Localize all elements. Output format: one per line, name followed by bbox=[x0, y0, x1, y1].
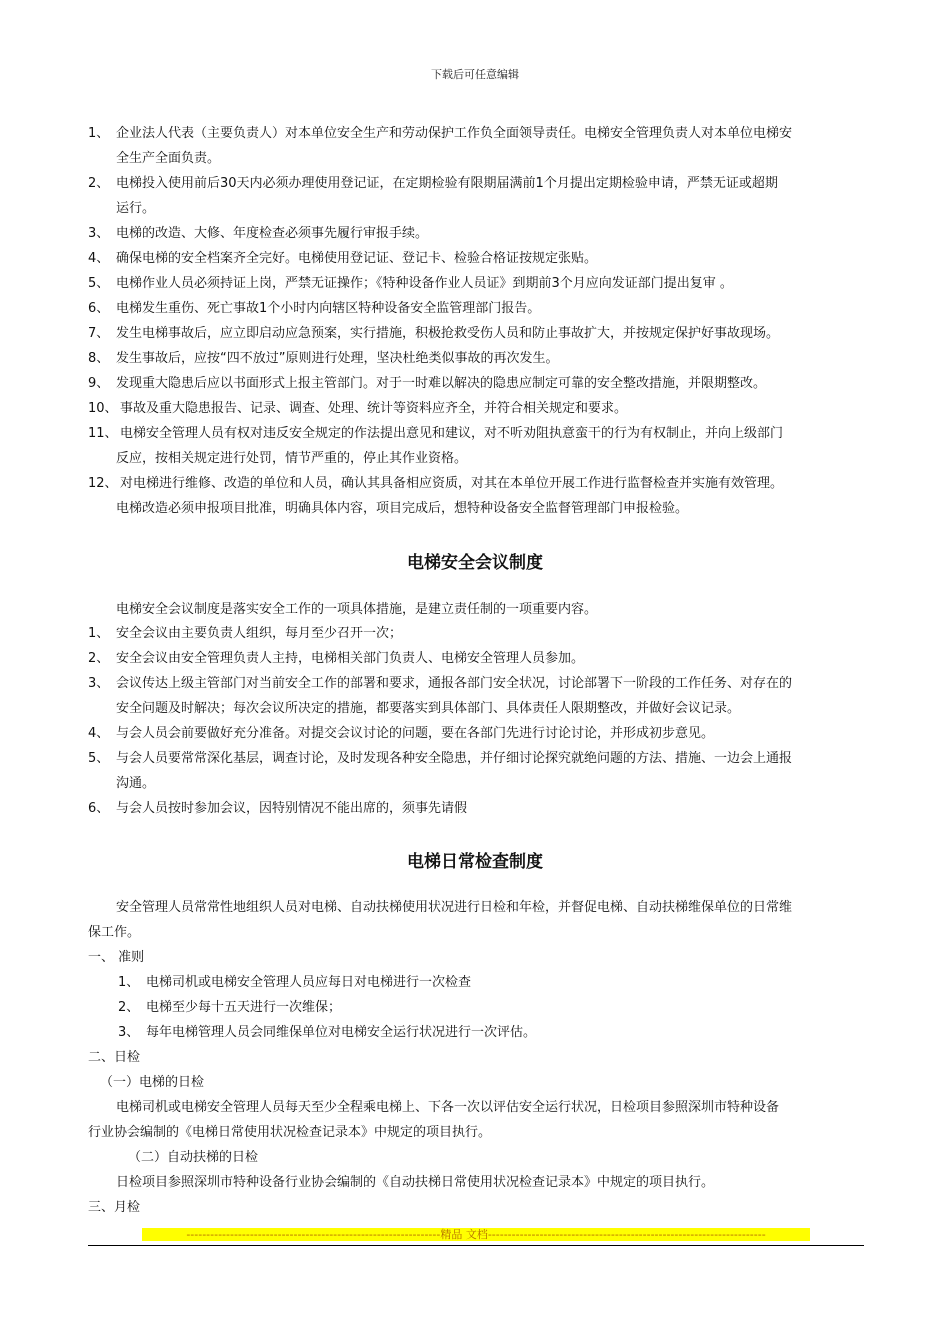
item-text-cont: 反应，按相关规定进行处罚，情节严重的，停止其作业资格。 bbox=[116, 451, 468, 466]
item-number: 1、 bbox=[88, 626, 110, 641]
footer-divider bbox=[88, 1245, 864, 1246]
item-text-cont: 全生产全面负责。 bbox=[116, 151, 221, 166]
item-number: 6、 bbox=[88, 801, 110, 816]
sub2-paragraph: 日检项目参照深圳市特种设备行业协会编制的《自动扶梯日常使用状况检查记录本》中规定的项目执行。 bbox=[116, 1175, 715, 1190]
item-text: 对电梯进行维修、改造的单位和人员，确认其具备相应资质，对其在本单位开展工作进行监督检查并实施有效管理。 bbox=[120, 476, 784, 491]
item-number: 2、 bbox=[118, 1000, 140, 1015]
item-text: 电梯安全管理人员有权对违反安全规定的作法提出意见和建议，对不听劝阻执意蛮干的行为有权制止，并向上级部门 bbox=[120, 426, 784, 441]
list-item bbox=[88, 721, 868, 746]
list-item bbox=[88, 646, 868, 671]
item-text: 电梯的改造、大修、年度检查必须事先履行审报手续。 bbox=[116, 226, 429, 241]
list-item bbox=[88, 221, 868, 246]
sub1-heading: （一）电梯的日检 bbox=[100, 1075, 205, 1090]
item-number: 1、 bbox=[88, 126, 110, 141]
item-text: 与会人员要常常深化基层，调查讨论，及时发现各种安全隐患，并仔细讨论探究就绝问题的方法、措施、一边会上通报 bbox=[116, 751, 793, 766]
item-number: 2、 bbox=[88, 651, 110, 666]
item-number: 7、 bbox=[88, 326, 110, 341]
section3-intro bbox=[88, 895, 868, 945]
item-number: 9、 bbox=[88, 376, 110, 391]
item-text: 发现重大隐患后应以书面形式上报主管部门。对于一时难以解决的隐患应制定可靠的安全整改措施，并限期整改。 bbox=[116, 376, 767, 391]
list-item bbox=[88, 296, 868, 321]
item-text: 电梯作业人员必须持证上岗，严禁无证操作；《特种设备作业人员证》到期前3个月应向发证部门提出复审 。 bbox=[116, 276, 733, 291]
item-number: 3、 bbox=[118, 1025, 140, 1040]
item-text: 与会人员按时参加会议，因特别情况不能出席的，须事先请假 bbox=[116, 801, 468, 816]
sub2-heading: （二）自动扶梯的日检 bbox=[128, 1150, 259, 1165]
part2-heading: 二、日检 bbox=[88, 1050, 141, 1065]
sub1-line: 电梯司机或电梯安全管理人员每天至少全程乘电梯上、下各一次以评估安全运行状况，日检项目参照深圳市特种设备 bbox=[116, 1100, 780, 1115]
item-text: 安全会议由安全管理负责人主持，电梯相关部门负责人、电梯安全管理人员参加。 bbox=[116, 651, 585, 666]
section3-intro-line: 安全管理人员常常性地组织人员对电梯、自动扶梯使用状况进行日检和年检，并督促电梯、自动扶梯维保单位的日常维 bbox=[116, 900, 793, 915]
sub1-paragraph bbox=[88, 1095, 868, 1145]
item-number: 4、 bbox=[88, 251, 110, 266]
section1-list bbox=[88, 121, 868, 521]
list-item bbox=[88, 671, 868, 721]
part1-heading: 一、 准则 bbox=[88, 950, 145, 965]
item-number: 8、 bbox=[88, 351, 110, 366]
item-text: 每年电梯管理人员会同维保单位对电梯安全运行状况进行一次评估。 bbox=[146, 1025, 537, 1040]
list-item bbox=[88, 271, 868, 296]
list-item bbox=[88, 796, 868, 821]
item-number: 1、 bbox=[118, 975, 140, 990]
section2-list bbox=[88, 621, 868, 821]
item-text: 事故及重大隐患报告、记录、调查、处理、统计等资料应齐全，并符合相关规定和要求。 bbox=[120, 401, 628, 416]
list-item bbox=[118, 995, 858, 1020]
item-text: 电梯至少每十五天进行一次维保； bbox=[146, 1000, 342, 1015]
list-item bbox=[88, 346, 868, 371]
section2-title: 电梯安全会议制度 bbox=[407, 553, 543, 573]
item-text: 确保电梯的安全档案齐全完好。电梯使用登记证、登记卡、检验合格证按规定张贴。 bbox=[116, 251, 598, 266]
item-number: 3、 bbox=[88, 226, 110, 241]
footer-highlight-bar: ----------------------------------------------------------------精品 文档---------------------------------------------------------------------- bbox=[142, 1228, 810, 1241]
item-number: 11、 bbox=[88, 426, 118, 441]
list-item bbox=[88, 121, 868, 171]
list-item bbox=[88, 321, 868, 346]
list-item bbox=[88, 171, 868, 221]
part3-heading: 三、月检 bbox=[88, 1200, 141, 1215]
item-text: 电梯投入使用前后30天内必须办理使用登记证，在定期检验有限期届满前1个月提出定期检验申请，严禁无证或超期 bbox=[116, 176, 778, 191]
sub1-line: 行业协会编制的《电梯日常使用状况检查记录本》中规定的项目执行。 bbox=[88, 1125, 492, 1140]
item-number: 5、 bbox=[88, 276, 110, 291]
item-text: 电梯发生重伤、死亡事故1个小时内向辖区特种设备安全监管理部门报告。 bbox=[116, 301, 541, 316]
item-text: 企业法人代表（主要负责人）对本单位安全生产和劳动保护工作负全面领导责任。电梯安全管理负责人对本单位电梯安 bbox=[116, 126, 793, 141]
header-note: 下载后可任意编辑 bbox=[431, 68, 519, 81]
list-item bbox=[88, 371, 868, 396]
section3-intro-line: 保工作。 bbox=[88, 925, 141, 940]
list-item bbox=[88, 746, 868, 796]
item-text: 安全会议由主要负责人组织，每月至少召开一次； bbox=[116, 626, 403, 641]
list-item bbox=[118, 1020, 858, 1045]
list-item bbox=[118, 970, 858, 995]
list-item bbox=[88, 471, 868, 521]
item-number: 4、 bbox=[88, 726, 110, 741]
list-item bbox=[88, 396, 868, 421]
item-text-cont: 安全问题及时解决；每次会议所决定的措施，都要落实到具体部门、具体责任人限期整改，并做好会议记录。 bbox=[116, 701, 741, 716]
item-text-cont: 电梯改造必须申报项目批准，明确具体内容，项目完成后，想特种设备安全监督管理部门申报检验。 bbox=[116, 501, 689, 516]
section3-title: 电梯日常检查制度 bbox=[407, 852, 543, 872]
part1-list bbox=[118, 970, 858, 1045]
item-text: 发生事故后，应按“四不放过”原则进行处理，坚决杜绝类似事故的再次发生。 bbox=[116, 351, 559, 366]
item-number: 12、 bbox=[88, 476, 118, 491]
item-number: 6、 bbox=[88, 301, 110, 316]
list-item bbox=[88, 246, 868, 271]
section2-intro: 电梯安全会议制度是落实安全工作的一项具体措施，是建立责任制的一项重要内容。 bbox=[116, 602, 598, 617]
item-text-cont: 运行。 bbox=[116, 201, 156, 216]
item-text: 电梯司机或电梯安全管理人员应每日对电梯进行一次检查 bbox=[146, 975, 472, 990]
item-number: 10、 bbox=[88, 401, 118, 416]
item-number: 5、 bbox=[88, 751, 110, 766]
item-number: 2、 bbox=[88, 176, 110, 191]
item-text: 发生电梯事故后，应立即启动应急预案，实行措施，积极抢救受伤人员和防止事故扩大，并按规定保护好事故现场。 bbox=[116, 326, 780, 341]
item-number: 3、 bbox=[88, 676, 110, 691]
item-text: 会议传达上级主管部门对当前安全工作的部署和要求，通报各部门安全状况，讨论部署下一阶段的工作任务、对存在的 bbox=[116, 676, 793, 691]
item-text: 与会人员会前要做好充分准备。对提交会议讨论的问题，要在各部门先进行讨论讨论，并形成初步意见。 bbox=[116, 726, 715, 741]
item-text-cont: 沟通。 bbox=[116, 776, 156, 791]
list-item bbox=[88, 621, 868, 646]
list-item bbox=[88, 421, 868, 471]
